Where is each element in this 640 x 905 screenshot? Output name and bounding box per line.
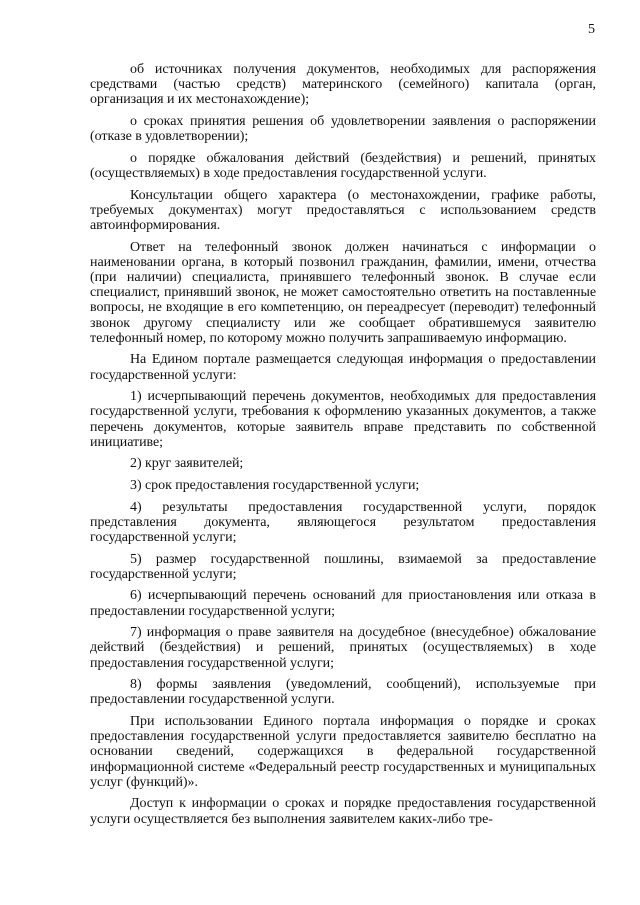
list-item: 7) информация о праве заявителя на досудебное (внесудебное) обжалование действий (бездействия) и решений, принятых (осуществляемых) в ходе предоставления государственной услуги;	[90, 625, 596, 671]
list-item: 6) исчерпывающий перечень оснований для приостановления или отказа в предоставлении государственной услуги;	[90, 588, 596, 619]
paragraph: о сроках принятия решения об удовлетворении заявления о распоряжении (отказе в удовлетворении);	[90, 114, 596, 145]
list-item: 8) формы заявления (уведомлений, сообщений), используемые при предоставлении государственной услуги.	[90, 677, 596, 708]
list-item: 1) исчерпывающий перечень документов, необходимых для предоставления государственной услуги, требования к оформлению указанных документов, а также перечень документов, которые заявитель вправе представить по собственной инициативе;	[90, 389, 596, 450]
paragraph: об источниках получения документов, необходимых для распоряжения средствами (частью средств) материнского (семейного) капитала (орган, организация и их местонахождение);	[90, 62, 596, 108]
paragraph: При использовании Единого портала информация о порядке и сроках предоставления государственной услуги предоставляется заявителю бесплатно на основании сведений, содержащихся в федеральной государственной информационной системе «Федеральный реестр государственных и муниципальных услуг (функций)».	[90, 713, 596, 790]
list-item: 4) результаты предоставления государственной услуги, порядок представления документа, являющегося результатом предоставления государственной услуги;	[90, 499, 596, 545]
paragraph: Ответ на телефонный звонок должен начинаться с информации о наименовании органа, в который позвонил гражданин, фамилии, имени, отчества (при наличии) специалиста, принявшего телефонный звонок. В случае если специалист, принявший звонок, не может самостоятельно ответить на поставленные вопросы, не входящие в его компетенцию, он переадресует (переводит) телефонный звонок другому специалисту или же сообщает обратившемуся заявителю телефонный номер, по которому можно получить запрашиваемую информацию.	[90, 239, 596, 346]
paragraph: Доступ к информации о сроках и порядке предоставления государственной услуги осуществляется без выполнения заявителем каких-либо тре-	[90, 796, 596, 827]
page-number: 5	[588, 22, 595, 37]
document-body	[90, 62, 596, 827]
list-item: 2) круг заявителей;	[130, 456, 244, 472]
paragraph: На Едином портале размещается следующая информация о предоставлении государственной услуги:	[90, 352, 596, 383]
list-item: 5) размер государственной пошлины, взимаемой за предоставление государственной услуги;	[90, 551, 596, 582]
paragraph: о порядке обжалования действий (бездействия) и решений, принятых (осуществляемых) в ходе предоставления государственной услуги.	[90, 150, 596, 181]
list-item: 3) срок предоставления государственной услуги;	[130, 478, 420, 493]
paragraph: Консультации общего характера (о местонахождении, графике работы, требуемых документах) могут предоставляться с использованием средств автоинформирования.	[90, 187, 596, 233]
